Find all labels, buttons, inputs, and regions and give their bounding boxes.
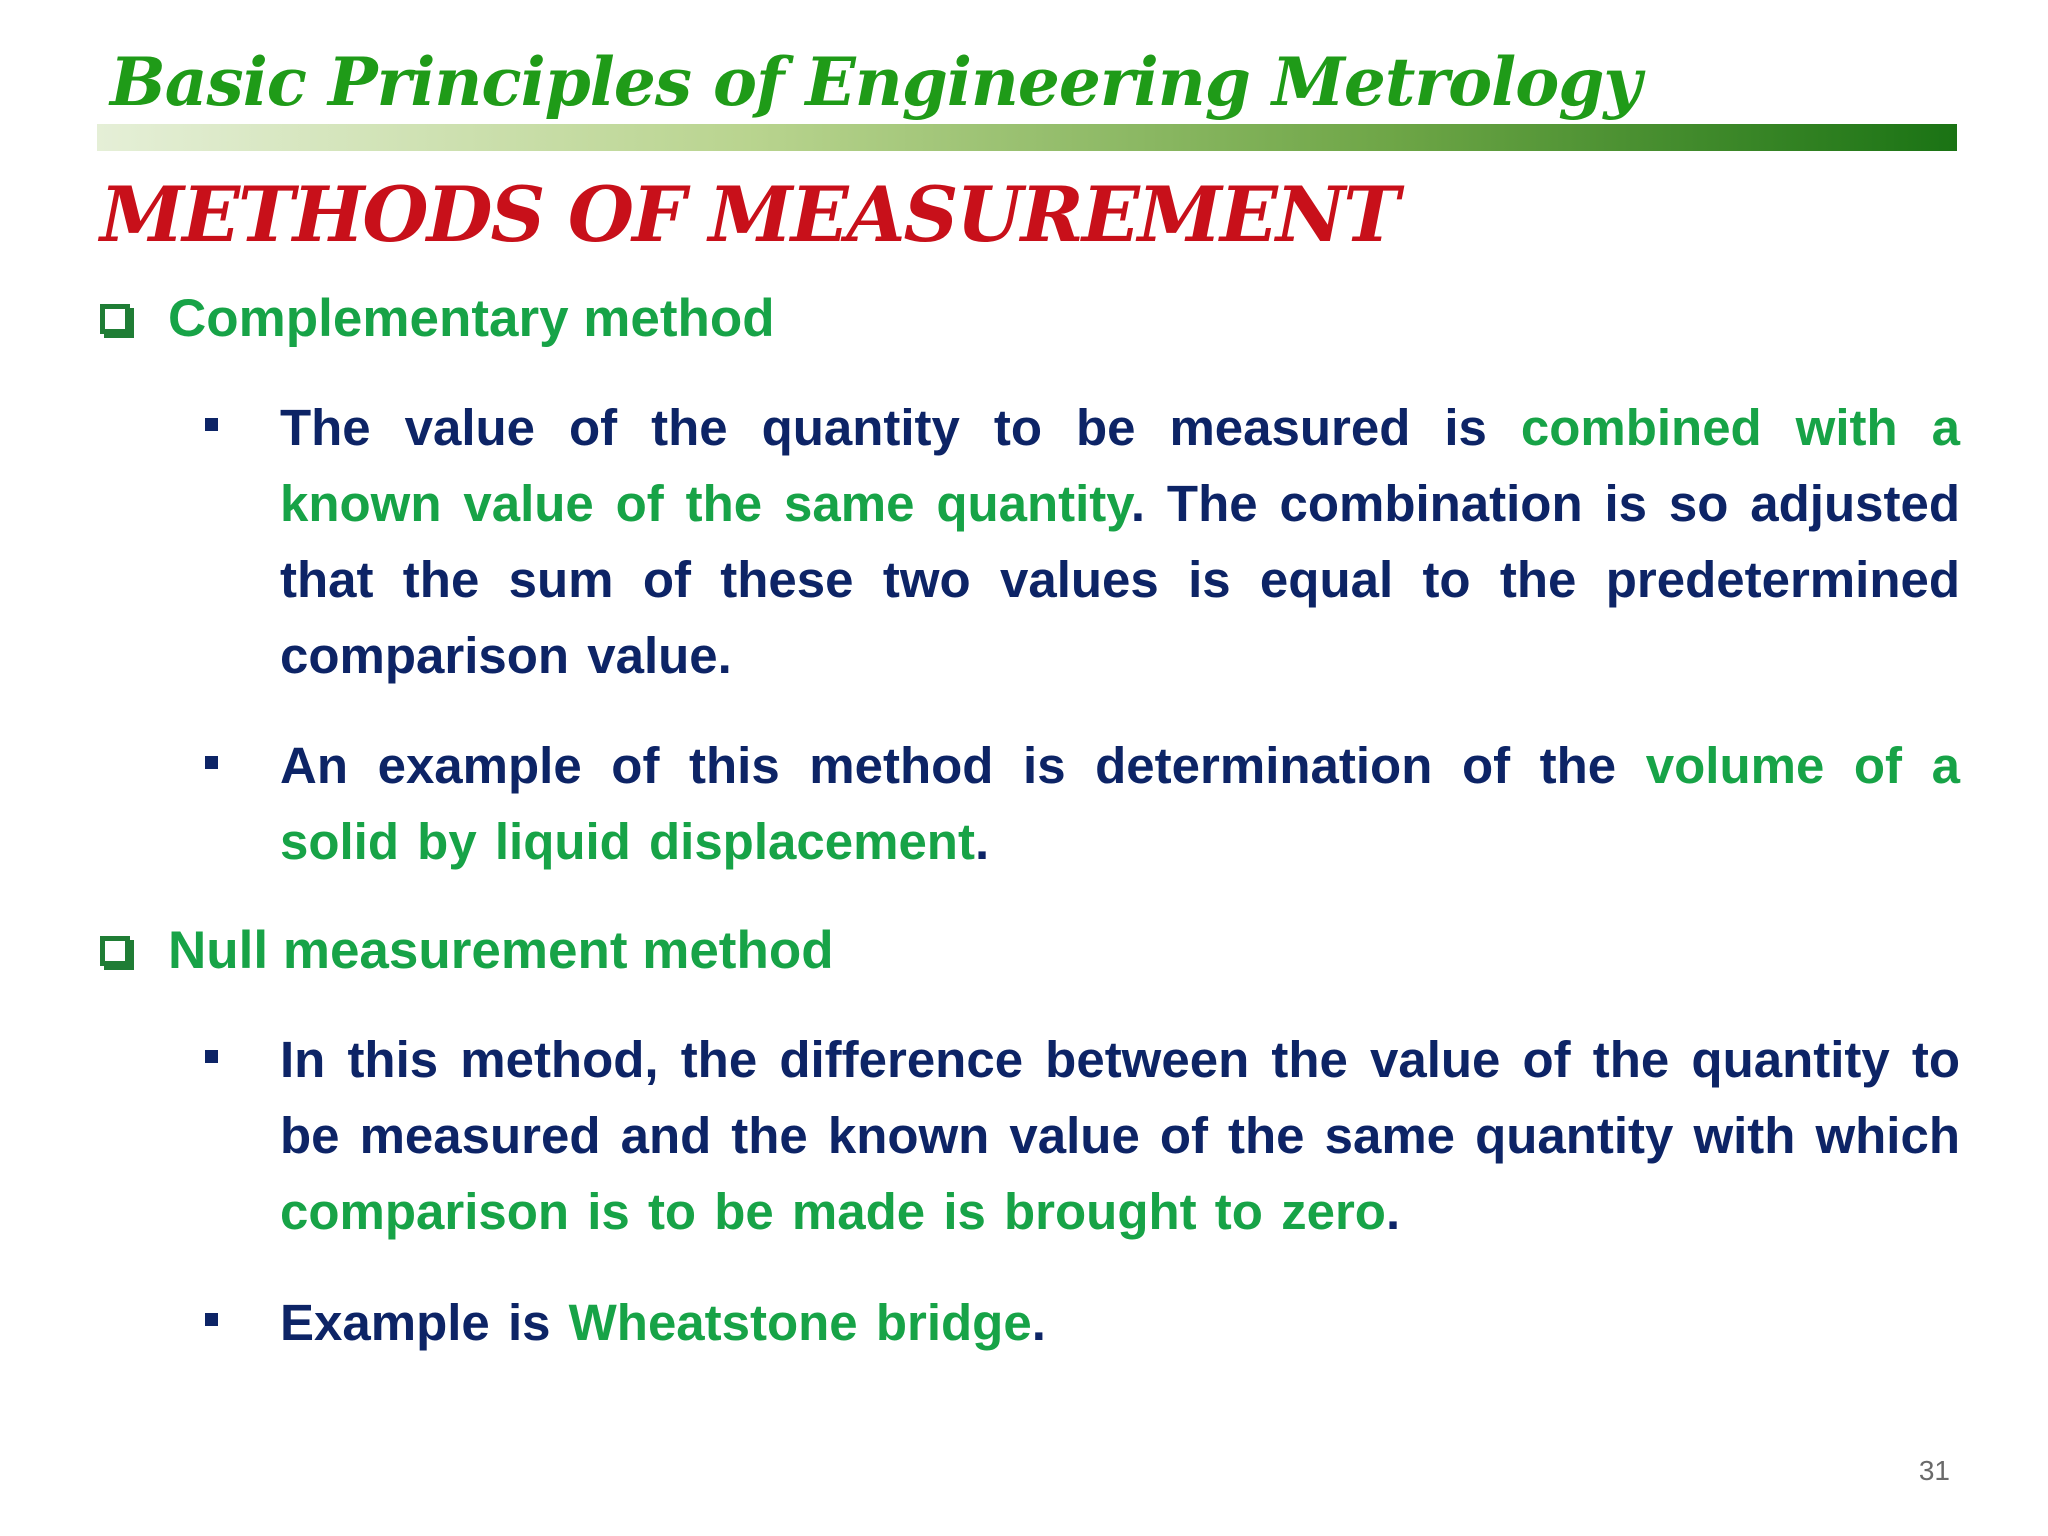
bullet-item <box>205 1285 1960 1361</box>
bullet-text: The value of the quantity to be measured is combined with a known value of the same quantity. The combination is so adjusted that the sum of these two values is equal to the predetermined comparison value. <box>280 399 1960 684</box>
square-bullet-icon <box>205 756 218 769</box>
square-bullet-icon <box>205 1050 218 1063</box>
bullet-item <box>205 1022 1960 1250</box>
checkbox-bullet-icon <box>100 936 130 966</box>
section-heading-complementary <box>100 286 775 352</box>
section-heading-null <box>100 918 834 984</box>
header-title: Basic Principles of Engineering Metrology <box>110 43 1641 121</box>
section-heading-label: Null measurement method <box>168 921 834 980</box>
bullet-item <box>205 390 1960 694</box>
bullet-text: Example is Wheatstone bridge. <box>280 1294 1046 1351</box>
section-heading-label: Complementary method <box>168 289 775 348</box>
page-number: 31 <box>1918 1455 1950 1486</box>
bullet-text: In this method, the difference between the value of the quantity to be measured and the known value of the same quantity with which comparison is to be made is brought to zero. <box>280 1031 1960 1240</box>
square-bullet-icon <box>205 1313 218 1326</box>
bullet-item <box>205 728 1960 880</box>
checkbox-bullet-icon <box>100 304 130 334</box>
bullet-text: An example of this method is determination of the volume of a solid by liquid displacement. <box>280 737 1960 870</box>
header-gradient-bar <box>97 124 1957 151</box>
slide-title: METHODS OF MEASUREMENT <box>100 170 1398 259</box>
square-bullet-icon <box>205 418 218 431</box>
